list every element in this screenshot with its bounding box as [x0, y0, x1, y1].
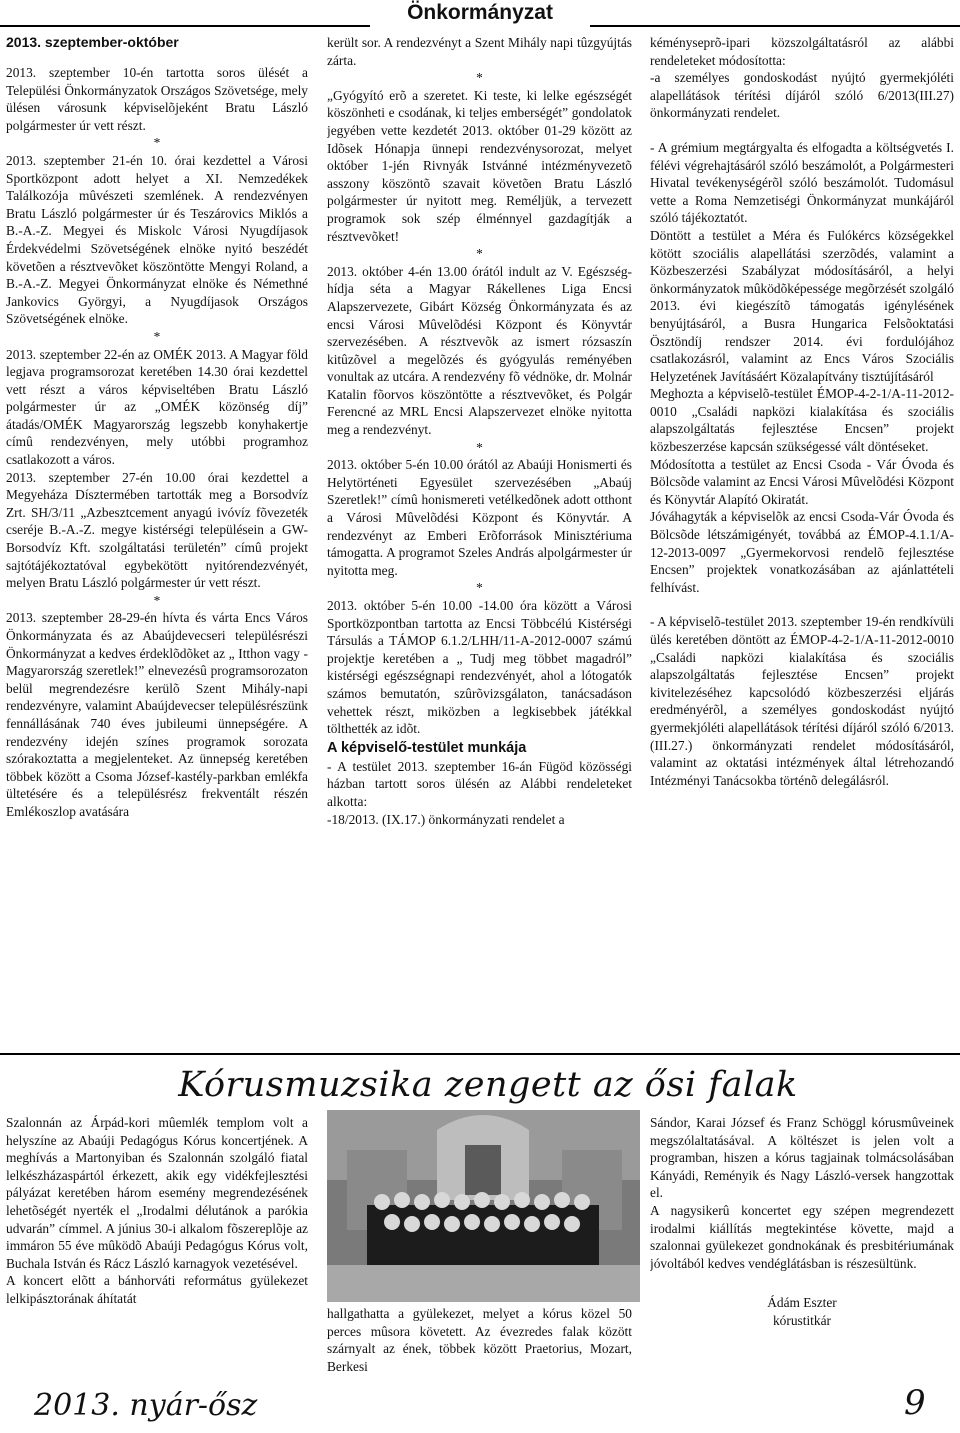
paragraph: - A testület 2013. szeptember 16-án Fügöd közösségi házban tartott soros ülésén az Alábbi rendeleteket alkotta: — [327, 758, 632, 809]
paragraph: 2013. október 5-én 10.00 órától az Abaúji Honismerti és Helytörténeti Egyesület szervezésében „Abaúj Szeretlek!” címû honismereti vetélkedõnek adott otthont a Városi Mûvelõdési Központ és Könyvtár. A rendezvényt az Emberi Erõforrások Minisztériuma támogatta. A programot Szeles András alpolgármester úr nyitotta meg. — [327, 457, 632, 578]
paragraph: Jóváhagyták a képviselõk az encsi Csoda-Vár Óvoda és Bölcsõde létszámigényét, továbbá az ÉMOP-4.1.1/A-12-2013-0097 „Gyermekorvosi rendelõ fejlesztése Encsen” projektek vonatkozásában az ajánlattételi felhívást. — [650, 509, 954, 595]
separator-star: * — [476, 580, 483, 596]
article-center-column — [327, 1305, 632, 1377]
paragraph: 2013. október 5-én 10.00 -14.00 óra között a Városi Sportközpontban tartotta az Encsi Többcélú Kistérségi Társulás a TÁMOP 6.1.2/LHH/11-A-2012-0007 számú projektje keretében a „ Tudj meg többet magadról” kistérségi egészségnapi rendezvényét, ahol a lótogatók számos bemutatón, szûrõvizsgálaton, tanácsadáson vehettek részt, miközben a legkisebbek játékkal tölthették az idõt. — [327, 598, 632, 737]
article-left-column — [6, 1114, 308, 1376]
paragraph: 2013. szeptember 21-én 10. órai kezdettel a Városi Sportközpont adott helyet a XI. Nemzedékek Találkozója mûvészeti szemlének. A rendezvényen Bratu László polgármester úr és Teszárovics Miklós a B.-A.-Z. Megyei és Miskolc Városi Nyugdíjasok Érdekvédelmi Szövetségének elnöke nyitó beszédét követõen a résztvevõket köszöntötte Mengyi Roland, a B.-A.-Z. Megyei Önkormányzat elnöke és Némethné Jankovics Györgyi, a Nyugdíjasok Országos Szövetségének elnöke. — [6, 152, 308, 327]
paragraph: Döntött a testület a Méra és Fulókércs községekkel kötött szociális alapellátási szerzõdés, valamint a Közbeszerzési Szabályzat módosításáról, a helyi önkormányzatok mûködõképessége megõrzését szolgáló 2013. évi kiegészítõ támogatás igénylésének benyújtásáról, a Busra Hungarica Felsõoktatási Ösztöndíj rendszer 2014. évi fordulójához csatlakozásról, valamint az Encs Város Szociális Helyzetének Javításáért Közalapítvány tisztújításáról — [650, 227, 954, 384]
separator-star: * — [476, 70, 483, 86]
author-name: Ádám Eszter — [767, 1295, 837, 1311]
paragraph: „Gyógyító erõ a szeretet. Ki teste, ki lelke egészségét köszönheti e csodának, ki teljes emberségét” gondolatok jegyében vette kezdetét 2013. október 01-29 között az Idõsek Hónapja ünnepi rendezvénysorozat, melyet október 1-jén Rivnyák Istvánné intézményvezetõ asszony köszöntõ szavait követõen Bratu László polgármester úr nyitott meg. Reméljük, a tervezett programok sok szép élménnyel gazdagítják a résztvevõket! — [327, 87, 632, 244]
paragraph: 2013. szeptember 10-én tartotta soros ülését a Települési Önkormányzatok Országos Szövetsége, mely ülésen városunk képviselõjeként Bratu László polgármester úr vett részt. — [6, 65, 308, 133]
article-right-column — [650, 1114, 954, 1386]
author-role: kórustitkár — [772, 1313, 831, 1329]
paragraph: A nagysikerû koncertet egy szépen megrendezett irodalmi kiállítás megtekintése követte, majd a szalonnai gyülekezet gondnokának és presbitériumának jóvoltából kedves vendéglátásban is részesültünk. — [650, 1202, 954, 1271]
paragraph: Sándor, Karai József és Franz Schöggl kórusmûveinek megszólaltatásával. A költészet is jelen volt a programban, hiszen a kórus tagjainak tolmácsolásában Kányádi, Reményik és Nagy László-versek hangzottak el. — [650, 1115, 954, 1201]
separator-star: * — [476, 246, 483, 262]
separator-star: * — [476, 439, 483, 455]
issue-date: 2013. szeptember-október — [6, 34, 179, 50]
column-2 — [327, 34, 632, 1050]
paragraph: Szalonnán az Árpád-kori mûemlék templom volt a helyszíne az Abaúji Pedagógus Kórus koncertjének. A meghívás a Martonyiban és Szalonnán szolgáló fiatal lelkészházaspártól érkezett, akik egy vidékfejlesztési pályázat keretében három esemény megrendezésének lehetõségét nyerték el „Irodalmi délutánok a parókia udvarán” címmel. A június 30-i alkalom fõszereplõje az immáron 55 éve mûködõ Abaúji Pedagógus Kórus volt, Buchala István és Rácz László karnagyok vezetésével. — [6, 1115, 308, 1271]
page-number: 9 — [904, 1383, 926, 1423]
column-3 — [650, 34, 954, 1050]
paragraph: került sor. A rendezvényt a Szent Mihály napi tûzgyújtás zárta. — [327, 35, 632, 68]
footer-issue: 2013. nyár-ősz — [34, 1388, 258, 1423]
header-rule-right — [590, 25, 960, 27]
paragraph: -18/2013. (IX.17.) önkormányzati rendelet a — [327, 811, 565, 827]
paragraph: Meghozta a képviselõ-testület ÉMOP-4-2-1/A-11-2012-0010 „Családi napközi kialakítása és szociális alapszolgáltatás fejlesztése Encsen” projekt közbeszerzése kapcsán szükségessé vált döntéseket. — [650, 386, 954, 455]
article-title: Kórusmuzsika zengett az ősi falak — [178, 1065, 798, 1105]
separator-star: * — [153, 592, 161, 608]
paragraph: -a személyes gondoskodást nyújtó gyermekjóléti alapellátások térítési díjáról szóló 6/2013(III.27) önkormányzati rendelet. — [650, 70, 954, 121]
choir-photo — [327, 1110, 640, 1302]
section-title: Önkormányzat — [407, 1, 553, 24]
choir-photo-image — [327, 1110, 640, 1302]
paragraph: 2013. szeptember 22-én az OMÉK 2013. A Magyar föld legjava programsorozat keretében 14.30 órai kezdettel vett részt a város képviseltében Bratu László polgármester úr az „OMÉK közönség díj” átadás/OMÉK Magyarország legszebb konyhakertje címû rendezvényen, mely utóbbi programhoz csatlakozott a város. — [6, 346, 308, 468]
paragraph: - A képviselõ-testület 2013. szeptember 19-én rendkívüli ülés keretében döntött az ÉMOP-4-2-1/A-11-2012-0010 „Családi napközi kialakítása és szociális alapszolgáltatás fejlesztése Encsen” projekt kivitelezéséhez kapcsolódó közbeszerzési eljárás eredményérõl, a személyes gondoskodást nyújtó gyermekjóléti alapellátások térítési díjáról szóló 6/2013. (III.27.) önkormányzati rendelet módosításáról, valamint az oktatási intézmények által létrehozandó Intézményi Tanácsokba történõ delegálásról. — [650, 614, 954, 788]
paragraph: hallgathatta a gyülekezet, melyet a kórus közel 50 perces mûsora követett. Az évezredes falak között szárnyalt az ének, többek között Praetorius, Mozart, Berkesi — [327, 1306, 632, 1374]
paragraph: 2013. szeptember 28-29-én hívta és várta Encs Város Önkormányzata és az Abaújdevecseri településrészi Önkormányzat a kedves érdeklõdõket az „ Itthon vagy - Magyarország szeretlek!” elnevezésû programsorozaton belül megrendezésre kerülõ Szent Mihály-napi rendezvényre, valamint Abaújdevecser településrészünk fennállásának 740 éves jubileumi ünnepségére. A rendezvény idején színes programok sorozata szórakoztatta a megjelenteket. Az ünnepség keretében többek között a Csoma József-kastély-parkban emlékfa ültetésére és a településrész frekventált részén Emlékoszlop avatására — [6, 610, 308, 819]
paragraph: A koncert elõtt a bánhorváti református gyülekezet lelkipásztorának áhítatát — [6, 1273, 308, 1306]
header-rule-left — [0, 25, 370, 27]
separator-star: * — [153, 135, 161, 151]
section-divider — [0, 1053, 960, 1055]
paragraph: 2013. október 4-én 13.00 órától indult az V. Egészség-hídja séta a Magyar Rákellenes Liga Encsi Alapszervezete, Gibárt Község Önkormányzata és az encsi Városi Mûvelõdési Központ és Könyvtár szervezésében. A résztvevõk az ismert rózsaszín kitûzõvel a megelõzés és gyógyulás reményében vonultak az utcára. A rendezvény fõ védnöke, dr. Molnár Katalin fõorvos köszöntötte a résztvevõket, és Polgár Ferencné az MRL Encsi Alapszervezet elnöke nyitotta meg a rendezvényt. — [327, 263, 632, 438]
paragraph: Módosította a testület az Encsi Csoda - Vár Óvoda és Bölcsõde valamint az Encsi Városi Mûvelõdési Központ és Könyvtár Alapító Okiratát. — [650, 456, 954, 507]
column-1 — [6, 64, 308, 1050]
separator-star: * — [153, 328, 161, 344]
paragraph: 2013. szeptember 27-én 10.00 órai kezdettel a Megyeháza Dísztermében tartották meg a Borsodvíz Zrt. SH/3/11 „Azbesztcement anyagú ivóvíz fõvezeték cseréje B.-A.-Z. megye kistérségi településein a GW-Borsodvíz Kft. szolgáltatási területén” címû projekt sajtótájékoztatóval egybekötött nyitórendezvényét, melyen Bratu László polgármester úr vett részt. — [6, 469, 308, 591]
subheading: A képviselő-testület munkája — [327, 739, 527, 756]
paragraph: - A grémium megtárgyalta és elfogadta a költségvetés I. félévi végrehajtásáról szóló beszámolót, a Polgármesteri Hivatal tevékenységérõl szóló beszámolót. Tudomásul vette a Roma Nemzetiségi Önkormányzat munkájáról szóló tájékoztatót. — [650, 139, 954, 226]
paragraph: kéményseprõ-ipari közszolgáltatásról az alábbi rendeleteket módosította: — [650, 35, 954, 68]
